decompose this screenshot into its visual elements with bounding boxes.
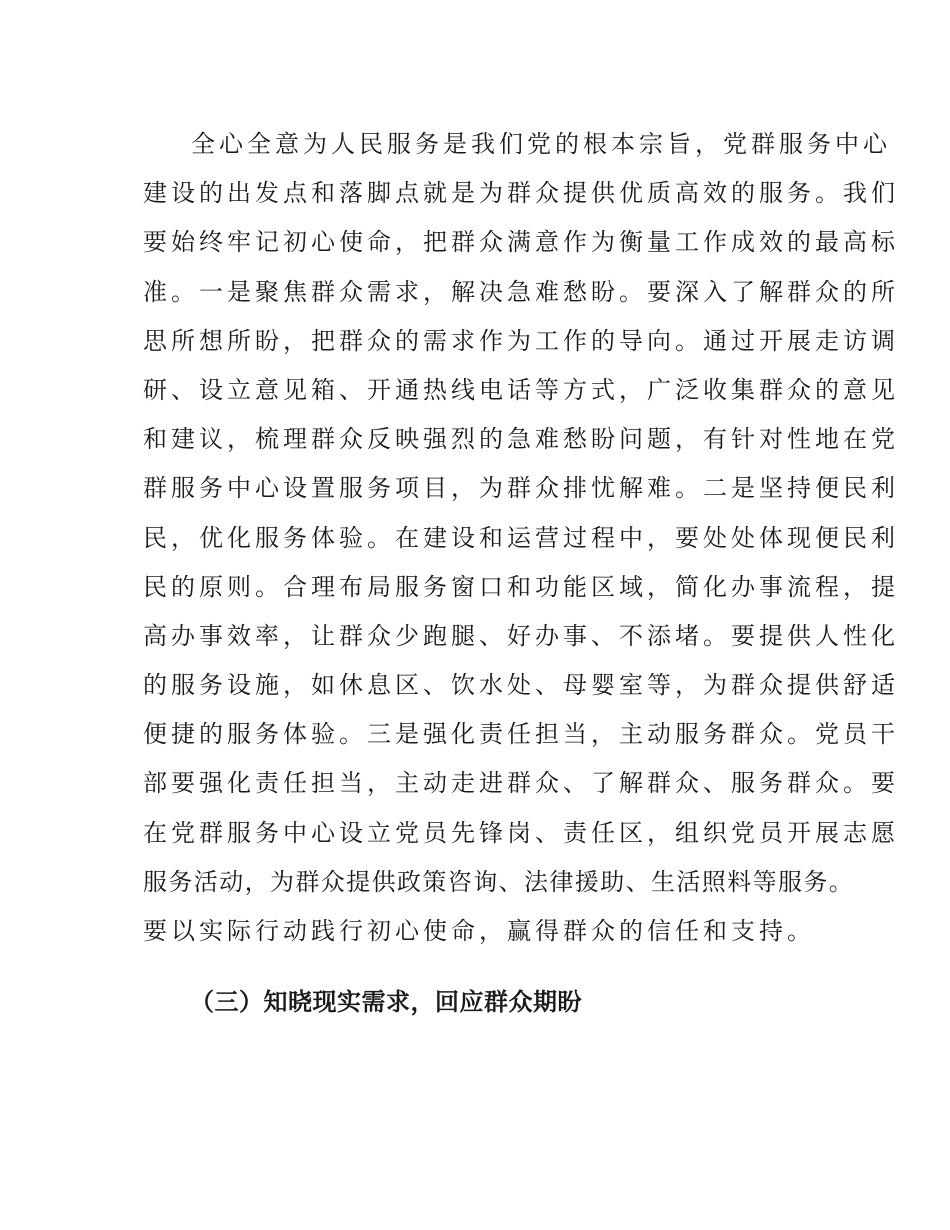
paragraph-line: 民，优化服务体验。在建设和运营过程中，要处处体现便民利: [143, 523, 899, 552]
paragraph-line: 研、设立意见箱、开通热线电话等方式，广泛收集群众的意见: [143, 375, 899, 404]
paragraph-line: 的服务设施，如休息区、饮水处、母婴室等，为群众提供舒适: [143, 671, 899, 700]
paragraph-line: 在党群服务中心设立党员先锋岗、责任区，组织党员开展志愿: [143, 818, 899, 847]
paragraph-line: 建设的出发点和落脚点就是为群众提供优质高效的服务。我们: [143, 179, 899, 208]
paragraph-line: 和建议，梳理群众反映强烈的急难愁盼问题，有针对性地在党: [143, 425, 899, 454]
section-heading: （三）知晓现实需求，回应群众期盼: [190, 988, 582, 1016]
paragraph-line: 服务活动，为群众提供政策咨询、法律援助、生活照料等服务。: [143, 867, 855, 896]
paragraph-line: 准。一是聚焦群众需求，解决急难愁盼。要深入了解群众的所: [143, 277, 899, 306]
paragraph-line: 部要强化责任担当，主动走进群众、了解群众、服务群众。要: [143, 769, 899, 798]
body-paragraph: [143, 124, 899, 960]
paragraph-line: 要始终牢记初心使命，把群众满意作为衡量工作成效的最高标: [143, 228, 899, 257]
paragraph-line: 民的原则。合理布局服务窗口和功能区域，简化办事流程，提: [143, 572, 899, 601]
paragraph-line: 全心全意为人民服务是我们党的根本宗旨，党群服务中心: [191, 130, 891, 158]
paragraph-line: 要以实际行动践行初心使命，赢得群众的信任和支持。: [143, 917, 815, 945]
paragraph-line: 思所想所盼，把群众的需求作为工作的导向。通过开展走访调: [143, 326, 899, 355]
paragraph-line: 群服务中心设置服务项目，为群众排忧解难。二是坚持便民利: [143, 474, 899, 503]
paragraph-line: 高办事效率，让群众少跑腿、好办事、不添堵。要提供人性化: [143, 621, 899, 650]
paragraph-line: 便捷的服务体验。三是强化责任担当，主动服务群众。党员干: [143, 720, 899, 749]
